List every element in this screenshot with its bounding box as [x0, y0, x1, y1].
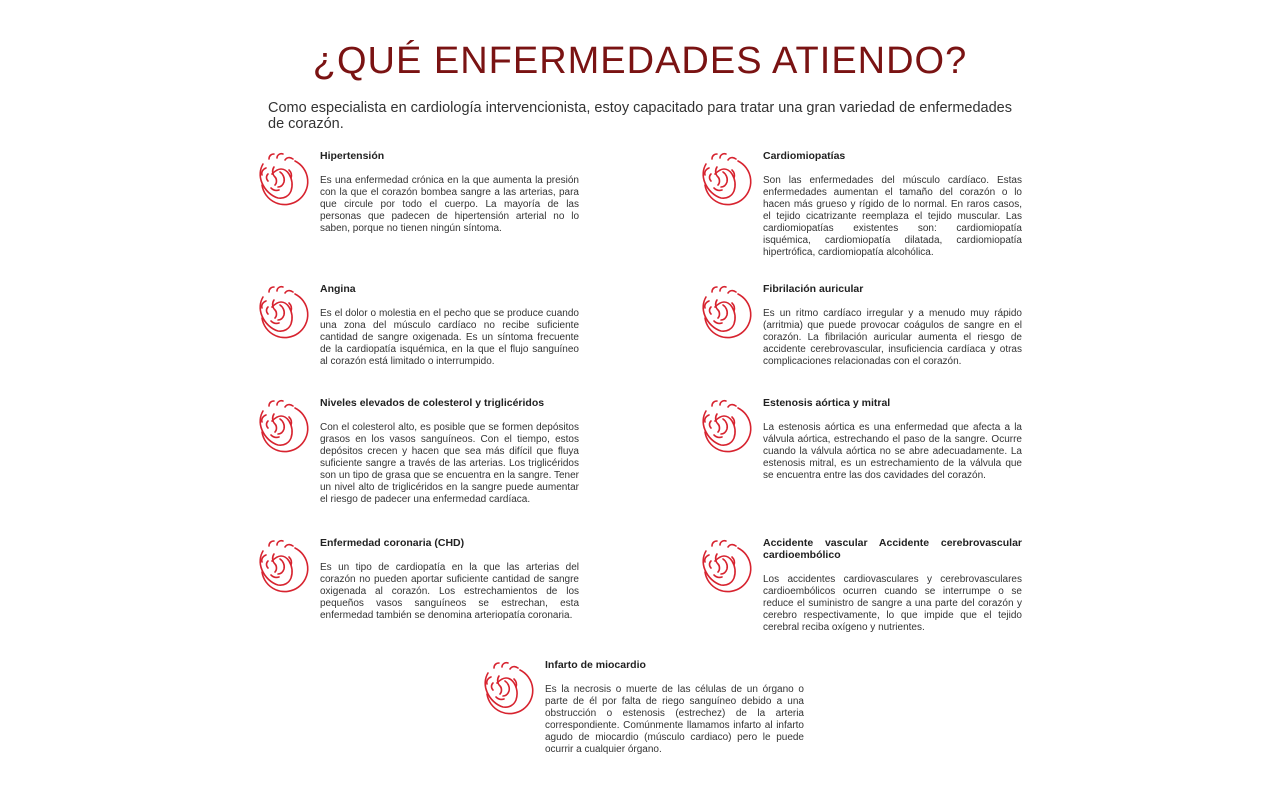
disease-title: Accidente vascular Accidente cerebrovascular cardioembólico: [763, 537, 1022, 561]
intro-text: Como especialista en cardiología intervencionista, estoy capacitado para tratar una gran variedad de enfermedades de corazón.: [268, 100, 1012, 132]
disease-description: Es la necrosis o muerte de las células de un órgano o parte de él por falta de riego sanguíneo debido a una obstrucción o estenosis (estrechez) de la arteria correspondiente. Comúnmente llamamos infarto al infarto agudo de miocardio (músculo cardiaco) pero le puede ocurrir a cualquier órgano.: [545, 684, 804, 755]
disease-description: Los accidentes cardiovasculares y cerebrovasculares cardioembólicos ocurren cuando se interrumpe o se reduce el suministro de sangre a una parte del corazón y cerebro respectivamente, lo que impide que el tejido cerebral reciba oxígeno y nutrientes.: [763, 574, 1022, 633]
disease-title: Estenosis aórtica y mitral: [763, 397, 891, 409]
disease-title: Enfermedad coronaria (CHD): [320, 537, 465, 549]
heart-anatomy-icon: [692, 397, 754, 459]
heart-anatomy-icon: [249, 150, 311, 212]
disease-title: Infarto de miocardio: [545, 659, 646, 671]
disease-title: Fibrilación auricular: [763, 283, 864, 295]
page-title: ¿QUÉ ENFERMEDADES ATIENDO?: [312, 40, 968, 82]
disease-title: Niveles elevados de colesterol y triglicéridos: [320, 397, 545, 409]
heart-anatomy-icon: [692, 150, 754, 212]
disease-description: Con el colesterol alto, es posible que se formen depósitos grasos en los vasos sanguíneos. Con el tiempo, estos depósitos crecen y hacen que sea más difícil que fluya suficiente sangre a través de las arterias. Los triglicéridos son un tipo de grasa que se encuentra en la sangre. Tener un nivel alto de triglicéridos en la sangre puede aumentar el riesgo de padecer una enfermedad cardíaca.: [320, 422, 579, 505]
disease-description: Es una enfermedad crónica en la que aumenta la presión con la que el corazón bombea sangre a las arterias, para que circule por todo el cuerpo. La mayoría de las personas que padecen de hipertensión arterial no lo saben, porque no tienen ningún síntoma.: [320, 175, 579, 234]
disease-title: Cardiomiopatías: [763, 150, 846, 162]
disease-description: Es el dolor o molestia en el pecho que se produce cuando una zona del músculo cardíaco no recibe suficiente cantidad de sangre oxigenada. Es un síntoma frecuente de la cardiopatía isquémica, en la que el flujo sanguíneo al corazón está limitado o interrumpido.: [320, 308, 579, 367]
heart-anatomy-icon: [474, 659, 536, 721]
disease-description: Son las enfermedades del músculo cardíaco. Estas enfermedades aumentan el tamaño del corazón o lo hacen más grueso y rígido de lo normal. En raros casos, el tejido cicatrizante reemplaza el tejido muscular. Las cardiomiopatías existentes son: cardiomiopatía isquémica, cardiomiopatía dilatada, cardiomiopatía hipertrófica, cardiomiopatía alcohólica.: [763, 175, 1022, 258]
disease-description: La estenosis aórtica es una enfermedad que afecta a la válvula aórtica, estrechando el paso de la sangre. Ocurre cuando la válvula aórtica no se abre adecuadamente. La estenosis mitral, es un estrechamiento de la válvula que se encuentra entre las dos cavidades del corazón.: [763, 422, 1022, 481]
disease-title: Angina: [320, 283, 356, 295]
heart-anatomy-icon: [692, 283, 754, 345]
disease-title: Hipertensión: [320, 150, 385, 162]
heart-anatomy-icon: [249, 283, 311, 345]
disease-description: Es un ritmo cardíaco irregular y a menudo muy rápido (arritmia) que puede provocar coágulos de sangre en el corazón. La fibrilación auricular aumenta el riesgo de accidente cerebrovascular, insuficiencia cardíaca y otras complicaciones relacionadas con el corazón.: [763, 308, 1022, 367]
disease-description: Es un tipo de cardiopatía en la que las arterias del corazón no pueden aportar suficiente cantidad de sangre oxigenada al corazón. Los estrechamientos de los pequeños vasos sanguíneos se estrechan, esta enfermedad también se denomina arteriopatía coronaria.: [320, 562, 579, 621]
heart-anatomy-icon: [249, 397, 311, 459]
heart-anatomy-icon: [692, 537, 754, 599]
heart-anatomy-icon: [249, 537, 311, 599]
